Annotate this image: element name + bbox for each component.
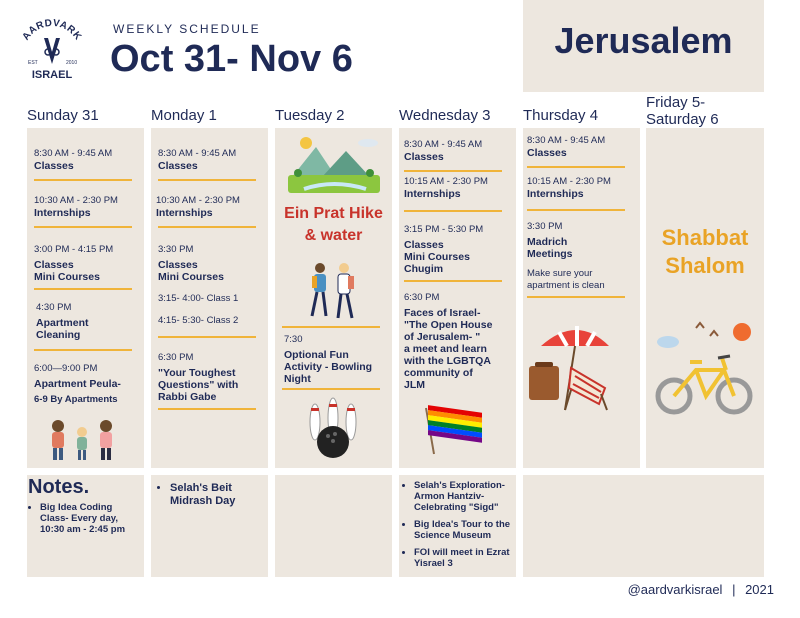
beach-chair-icon bbox=[525, 318, 615, 414]
divider bbox=[527, 166, 625, 168]
divider bbox=[158, 408, 256, 410]
shabbat-greeting bbox=[646, 224, 764, 280]
sunday-event-1: 8:30 AM - 9:45 AM Classes bbox=[34, 148, 113, 172]
bowling-icon bbox=[303, 396, 363, 460]
day-header-wednesday: Wednesday 3 bbox=[399, 107, 491, 124]
footer bbox=[628, 582, 774, 597]
note-item: • FOI will meet in Ezrat Yisrael 3 bbox=[414, 547, 514, 569]
notes-tuesday bbox=[275, 475, 392, 577]
divider bbox=[404, 280, 502, 282]
divider bbox=[34, 179, 132, 181]
divider bbox=[158, 179, 256, 181]
day-header-thursday: Thursday 4 bbox=[523, 107, 599, 124]
divider bbox=[34, 226, 132, 228]
sunday-event-2: 10:30 AM - 2:30 PM Internships bbox=[34, 195, 118, 219]
notes-monday-list bbox=[158, 482, 262, 514]
divider bbox=[282, 388, 380, 390]
note-item: • Big Idea Coding Class- Every day, 10:30 am - 2:45 pm bbox=[40, 502, 140, 535]
divider bbox=[527, 209, 625, 211]
pride-flag-icon bbox=[420, 402, 486, 456]
logo-line1: AARDVARK bbox=[20, 17, 84, 43]
logo-line2: ISRAEL bbox=[31, 69, 73, 81]
tuesday-highlight bbox=[275, 203, 392, 247]
sunday-event-5: 6:00—9:00 PM Apartment Peula- 6-9 By Apartments bbox=[34, 363, 121, 405]
day-header-friday-line1: Friday 5- bbox=[646, 94, 706, 111]
wednesday-event-3: 3:15 PM - 5:30 PM Classes Mini Courses Chugim bbox=[404, 224, 484, 275]
monday-event-1: 8:30 AM - 9:45 AM Classes bbox=[158, 148, 237, 172]
monday-class-2: 4:15- 5:30- Class 2 bbox=[158, 315, 239, 326]
city-title: Jerusalem bbox=[554, 20, 733, 61]
divider bbox=[527, 296, 625, 298]
day-header-friday bbox=[646, 94, 719, 128]
monday-class-1: 3:15- 4:00- Class 1 bbox=[158, 293, 239, 304]
hike-landscape-icon bbox=[284, 133, 384, 197]
monday-event-2: 10:30 AM - 2:30 PM Internships bbox=[156, 195, 240, 219]
divider bbox=[158, 226, 256, 228]
thursday-event-2: 10:15 AM - 2:30 PM Internships bbox=[527, 176, 611, 200]
notes-thursday-friday bbox=[523, 475, 764, 577]
sunday-event-3: 3:00 PM - 4:15 PM Classes Mini Courses bbox=[34, 244, 114, 283]
note-item: • Selah's Exploration- Armon Hantziv- Celebrating "Sigd" bbox=[414, 480, 514, 513]
tuesday-event-1: 7:30 Optional Fun Activity - Bowling Night bbox=[284, 334, 373, 385]
day-header-sunday: Sunday 31 bbox=[27, 107, 99, 124]
divider bbox=[404, 170, 502, 172]
monday-event-4: 6:30 PM "Your Toughest Questions" with Rabbi Gabe bbox=[158, 352, 239, 403]
thursday-note: Make sure your apartment is clean bbox=[527, 268, 605, 291]
day-header-monday: Monday 1 bbox=[151, 107, 217, 124]
notes-heading: Notes. bbox=[28, 476, 90, 498]
tuesday-highlight-line2: & water bbox=[304, 227, 363, 244]
day-header-tuesday: Tuesday 2 bbox=[275, 107, 345, 124]
footer-year: 2021 bbox=[745, 582, 774, 597]
bicycle-icon bbox=[652, 318, 756, 418]
divider bbox=[34, 349, 132, 351]
aardvark-logo-icon bbox=[14, 16, 90, 86]
thursday-event-1: 8:30 AM - 9:45 AM Classes bbox=[527, 135, 606, 159]
divider bbox=[158, 336, 256, 338]
logo-est: EST bbox=[28, 60, 38, 66]
divider bbox=[282, 326, 380, 328]
divider bbox=[34, 288, 132, 290]
wednesday-event-1: 8:30 AM - 9:45 AM Classes bbox=[404, 139, 483, 163]
thursday-event-3: 3:30 PM Madrich Meetings bbox=[527, 221, 573, 260]
svg-text:AARDVARK bbox=[21, 18, 84, 43]
monday-event-3: 3:30 PM Classes Mini Courses bbox=[158, 244, 224, 283]
divider bbox=[404, 210, 502, 212]
shabbat-line1: Shabbat bbox=[661, 225, 749, 250]
note-item: • Selah's Beit Midrash Day bbox=[170, 482, 262, 508]
social-handle[interactable]: @aardvarkisrael bbox=[627, 582, 723, 597]
logo-year: 2010 bbox=[66, 60, 78, 66]
page-title: Oct 31- Nov 6 bbox=[110, 38, 353, 80]
note-item: • Big Idea's Tour to the Science Museum bbox=[414, 519, 514, 541]
kids-icon bbox=[44, 416, 124, 466]
wednesday-event-2: 10:15 AM - 2:30 PM Internships bbox=[404, 176, 488, 200]
notes-wednesday-list bbox=[402, 480, 514, 575]
sunday-event-4: 4:30 PM Apartment Cleaning bbox=[36, 302, 89, 341]
tuesday-highlight-line1: Ein Prat Hike bbox=[284, 205, 383, 222]
shabbat-line2: Shalom bbox=[665, 253, 745, 278]
wednesday-event-4: 6:30 PM Faces of Israel- "The Open House of Jerusalem- " a meet and learn with the LGBTQA community of JLM bbox=[404, 292, 493, 391]
footer-separator: | bbox=[732, 582, 736, 597]
hikers-icon bbox=[304, 260, 364, 324]
day-header-friday-line2: Saturday 6 bbox=[646, 111, 719, 128]
notes-sunday-list bbox=[28, 502, 140, 541]
weekly-schedule-label: WEEKLY SCHEDULE bbox=[113, 22, 261, 36]
